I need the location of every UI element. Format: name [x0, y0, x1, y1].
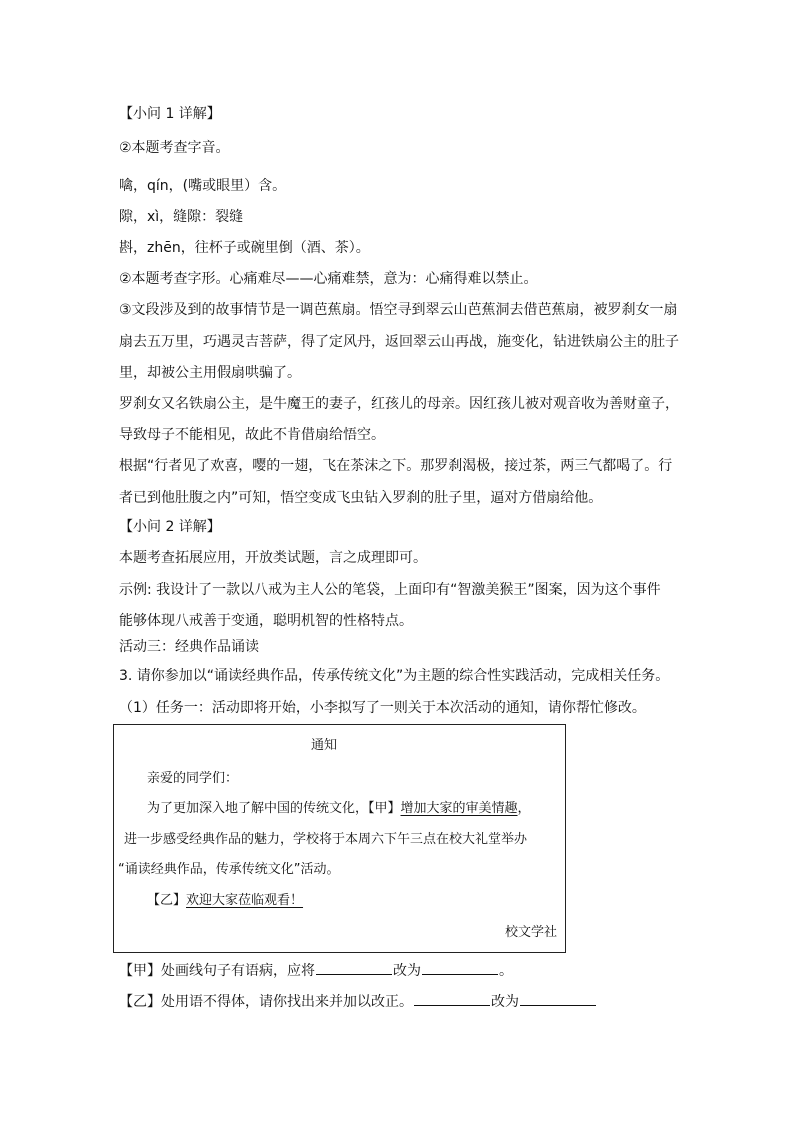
text-line: ②本题考查字形。心痛难尽——心痛难禁，意为：心痛得难以禁止。 [119, 271, 538, 287]
question-jia-mid: 改为 [393, 963, 421, 979]
text-line: 里，却被公主用假扇哄骗了。 [119, 365, 301, 381]
text-line: 隙，xì，缝隙：裂缝 [119, 209, 244, 225]
answer-blank-yi-2[interactable] [520, 991, 596, 1006]
notice-yi-text: 欢迎大家莅临观看！ [186, 893, 304, 908]
text-line: 罗刹女又名铁扇公主，是牛魔王的妻子，红孩儿的母亲。因红孩儿被对观音收为善财童子， [119, 396, 679, 412]
text-line: ②本题考查字音。 [119, 140, 230, 156]
notice-signature: 校文学社 [504, 925, 557, 940]
question-yi-mid: 改为 [491, 994, 519, 1010]
text-line: 扇去五万里，巧遇灵吉菩萨，得了定风丹，返回翠云山再战，施变化，钻进铁扇公主的肚子 [119, 334, 679, 350]
question-yi-text: 【乙】处用语不得体，请你找出来并加以改正。 [119, 994, 413, 1010]
text-line: 能够体现八戒善于变通，聪明机智的性格特点。 [119, 613, 413, 629]
text-line: （1）任务一：活动即将开始，小李拟写了一则关于本次活动的通知，请你帮忙修改。 [119, 700, 646, 716]
text-line: ③文段涉及到的故事情节是一调芭蕉扇。悟空寻到翠云山芭蕉洞去借芭蕉扇，被罗刹女一扇 [119, 302, 678, 318]
notice-body-1-pre: 为了更加深入地了解中国的传统文化，【甲】 [147, 801, 401, 816]
notice-greeting: 亲爱的同学们： [147, 771, 239, 786]
notice-yi-line [147, 892, 303, 910]
question-jia-text: 【甲】处画线句子有语病，应将 [119, 963, 315, 979]
text-line: 导致母子不能相见，故此不肯借扇给悟空。 [119, 427, 385, 443]
question-jia [119, 960, 513, 981]
notice-body-line-3: “诵读经典作品，传承传统文化”活动。 [118, 862, 340, 877]
text-line: 噙，qín，(嘴或眼里）含。 [119, 178, 287, 194]
text-line: 【小问 2 详解】 [119, 519, 221, 535]
notice-title: 通知 [311, 738, 338, 753]
text-line: 示例: 我设计了一款以八戒为主人公的笔袋，上面印有“智激美猴王”图案，因为这个事件 [119, 582, 661, 598]
answer-blank-jia-2[interactable] [422, 960, 498, 975]
notice-body-1-post: ， [517, 801, 531, 816]
text-line: 本题考查拓展应用，开放类试题，言之成理即可。 [119, 550, 427, 566]
text-line: 者已到他肚腹之内”可知，悟空变成飞虫钻入罗刹的肚子里，逼对方借扇给他。 [119, 490, 603, 506]
notice-jia-underlined-sentence: 增加大家的审美情趣 [400, 801, 518, 816]
text-line: 根据“行者见了欢喜，嘤的一翅，飞在茶沫之下。那罗刹渴极，接过茶，两三气都喝了。行 [119, 458, 673, 474]
text-line: 活动三：经典作品诵读 [119, 639, 259, 655]
question-jia-end: 。 [499, 963, 513, 979]
notice-body-line-1 [147, 800, 531, 818]
question-yi [119, 991, 597, 1012]
answer-blank-jia-1[interactable] [316, 960, 392, 975]
notice-yi-label: 【乙】 [147, 893, 187, 908]
text-line: 【小问 1 详解】 [119, 106, 221, 122]
notice-box [113, 724, 566, 953]
notice-body-line-2: 进一步感受经典作品的魅力，学校将于本周六下午三点在校大礼堂举办 [124, 832, 528, 847]
text-line: 3. 请你参加以“诵读经典作品，传承传统文化”为主题的综合性实践活动，完成相关任务。 [119, 668, 670, 684]
answer-blank-yi-1[interactable] [414, 991, 490, 1006]
text-line: 斟，zhēn，往杯子或碗里倒（酒、茶）。 [119, 240, 370, 256]
